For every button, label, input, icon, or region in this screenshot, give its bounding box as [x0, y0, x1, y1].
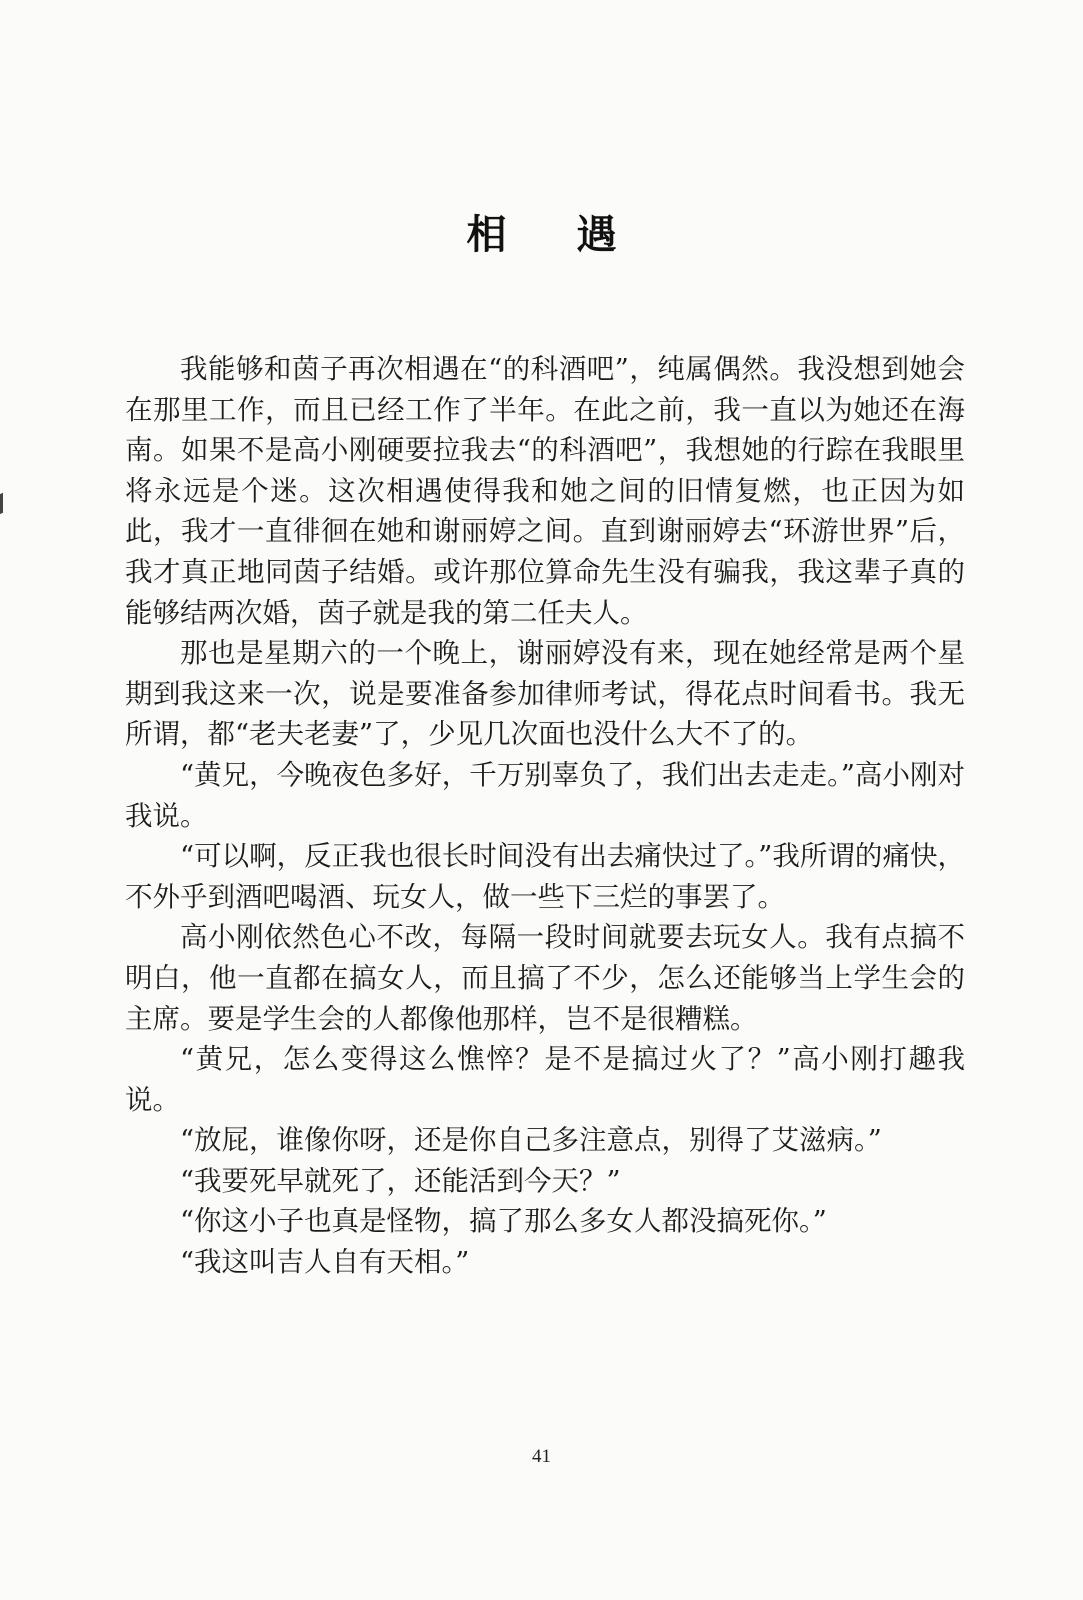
paragraph: 高小刚依然色心不改，每隔一段时间就要去玩女人。我有点搞不明白，他一直都在搞女人，而且搞了不少，怎么还能够当上学生会的主席。要是学生会的人都像他那样，岂不是很糟糕。	[125, 921, 965, 1035]
paragraph: 那也是星期六的一个晚上，谢丽婷没有来，现在她经常是两个星期到我这来一次，说是要准备参加律师考试，得花点时间看书。我无所谓，都“老夫老妻”了，少见几次面也没什么大不了的。	[125, 637, 965, 751]
paragraph: “黄兄，今晚夜色多好，千万别辜负了，我们出去走走。”高小刚对我说。	[125, 758, 965, 832]
paragraph: “我这叫吉人自有天相。”	[180, 1246, 470, 1279]
chapter-body	[125, 349, 965, 1283]
paragraph: “我要死早就死了，还能活到今天？”	[180, 1164, 621, 1197]
page-number: 41	[532, 1446, 551, 1467]
paragraph: 我能够和茵子再次相遇在“的科酒吧”，纯属偶然。我没想到她会在那里工作，而且已经工作了半年。在此之前，我一直以为她还在海南。如果不是高小刚硬要拉我去“的科酒吧”，我想她的行踪在我眼里将永远是个迷。这次相遇使得我和她之间的旧情复燃，也正因为如此，我才一直徘徊在她和谢丽婷之间。直到谢丽婷去“环游世界”后，我才真正地同茵子结婚。或许那位算命先生没有骗我，我这辈子真的能够结两次婚，茵子就是我的第二任夫人。	[125, 353, 965, 629]
page-edge-mark	[0, 490, 9, 514]
paragraph: “黄兄，怎么变得这么憔悴？是不是搞过火了？”高小刚打趣我说。	[125, 1043, 965, 1116]
paragraph: “可以啊，反正我也很长时间没有出去痛快过了。”我所谓的痛快，不外乎到酒吧喝酒、玩女人，做一些下三烂的事罢了。	[125, 840, 965, 913]
chapter-title: 相 遇	[466, 212, 645, 258]
paragraph: “放屁，谁像你呀，还是你自己多注意点，别得了艾滋病。”	[180, 1124, 882, 1157]
paragraph: “你这小子也真是怪物，搞了那么多女人都没搞死你。”	[180, 1205, 827, 1238]
